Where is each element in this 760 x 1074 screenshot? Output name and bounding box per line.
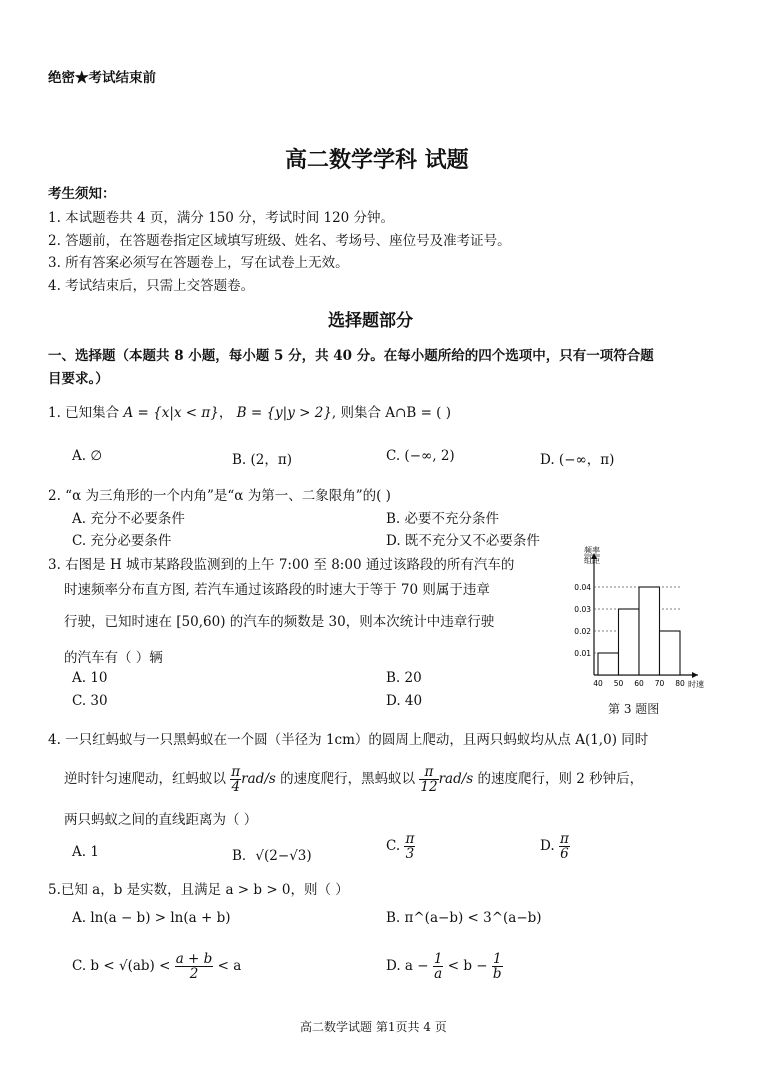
q4-text: 逆时针匀速爬动，红蚂蚁以	[64, 771, 226, 788]
y-axis-label: 组距	[584, 556, 600, 565]
fraction-numerator: π	[559, 831, 569, 847]
notice-item: 1. 本试题卷共 4 页，满分 150 分，考试时间 120 分钟。	[48, 210, 395, 226]
question-3-line: 的汽车有（ ）辆	[64, 650, 163, 666]
notice-item: 3. 所有答案必须写在答题卷上，写在试卷上无效。	[48, 255, 349, 271]
notice-heading: 考生须知：	[48, 186, 116, 202]
q1-set-a: A = {x|x < π}	[123, 405, 219, 421]
q2-option-d: D. 既不充分又不必要条件	[386, 533, 540, 549]
q5-option-b: B. π^(a−b) < 3^(a−b)	[386, 910, 542, 926]
q4-text: 的速度爬行，则 2 秒钟后，	[477, 771, 644, 788]
section-title: 选择题部分	[328, 311, 413, 331]
x-axis-arrow	[692, 672, 698, 678]
option-label: D.	[540, 838, 555, 855]
q1-suffix: , 则集合 A∩B = ( )	[331, 405, 451, 421]
q4-option-a: A. 1	[72, 844, 99, 860]
x-axis-label: 时速	[688, 680, 704, 689]
q5-option-c-pre: C. b < √(ab) <	[72, 958, 171, 975]
question-4-line: 4. 一只红蚂蚁与一只黑蚂蚁在一个圆（半径为 1cm）的圆周上爬动，且两只蚂蚁均从点 A(1,0) 同时	[48, 732, 649, 748]
x-tick-label: 70	[654, 679, 665, 688]
histogram-bar	[619, 609, 640, 675]
y-tick-label: 0.03	[574, 605, 591, 614]
q4-option-c	[386, 832, 415, 861]
q4-black-speed-fraction	[419, 765, 438, 794]
q5-option-d-pre: D. a −	[386, 958, 429, 975]
q3-option-c: C. 30	[72, 693, 108, 709]
y-axis-label: 频率	[584, 546, 600, 555]
y-tick-label: 0.01	[574, 649, 591, 658]
fraction-numerator: π	[231, 764, 241, 780]
q5-option-a: A. ln(a − b) > ln(a + b)	[72, 910, 231, 926]
q5-option-d	[386, 952, 503, 981]
q4-unit: rad/s	[241, 771, 276, 788]
q1-option-b: B. (2，π)	[232, 452, 292, 468]
q3-option-a: A. 10	[72, 670, 108, 686]
histogram-svg	[560, 545, 705, 693]
question-4-line	[64, 765, 643, 794]
question-3-line: 3. 右图是 H 城市某路段监测到的上午 7:00 至 8:00 通过该路段的所有汽车的	[48, 557, 515, 573]
q3-option-d: D. 40	[386, 693, 423, 709]
secret-mark: 绝密★考试结束前	[48, 70, 156, 86]
q1-option-a: A. ∅	[72, 448, 103, 464]
question-2-stem: 2. “α 为三角形的一个内角”是“α 为第一、二象限角”的( )	[48, 488, 391, 504]
q1-option-c: C. (−∞, 2)	[386, 448, 455, 464]
part1-instruction: 一、选择题（本题共 8 小题，每小题 5 分，共 40 分。在每小题所给的四个选项中，只有一项符合题	[48, 348, 654, 364]
y-tick-label: 0.02	[574, 627, 591, 636]
fraction-numerator: 1	[492, 951, 502, 967]
x-tick-label: 80	[675, 679, 685, 688]
q4-option-d-fraction	[559, 832, 570, 861]
x-tick-label: 50	[613, 679, 624, 688]
page-title: 高二数学学科 试题	[285, 147, 469, 173]
q5-option-d-fraction-1	[433, 952, 444, 981]
histogram-bar	[598, 653, 619, 675]
histogram-chart	[560, 545, 705, 693]
fraction-denominator: 4	[231, 779, 241, 796]
option-label: C.	[386, 838, 401, 855]
fraction-numerator: 1	[433, 951, 443, 967]
fraction-denominator: b	[492, 966, 502, 983]
q5-option-d-mid: < b −	[447, 958, 488, 975]
q4-option-c-fraction	[404, 832, 415, 861]
question-3-line: 时速频率分布直方图, 若汽车通过该路段的时速大于等于 70 则属于违章	[64, 582, 490, 598]
q5-option-c-fraction	[175, 952, 214, 981]
q4-red-speed-fraction	[230, 765, 241, 794]
page-footer: 高二数学试题 第1页共 4 页	[300, 1020, 447, 1034]
q5-option-d-fraction-2	[492, 952, 503, 981]
q1-set-b: B = {y|y > 2}	[236, 405, 332, 421]
question-4-line: 两只蚂蚁之间的直线距离为（ ）	[64, 812, 258, 828]
histogram-bar	[660, 631, 681, 675]
fraction-denominator: 6	[560, 846, 569, 863]
q4-text: 的速度爬行，黑蚂蚁以	[280, 771, 416, 788]
fraction-numerator: π	[419, 765, 438, 780]
notice-item: 4. 考试结束后，只需上交答题卷。	[48, 278, 255, 294]
part1-instruction-cont: 目要求。）	[48, 371, 109, 387]
q2-option-a: A. 充分不必要条件	[72, 511, 185, 527]
q1-sep: ，	[218, 405, 233, 421]
q5-option-c	[72, 952, 241, 981]
fraction-denominator: 12	[420, 779, 438, 796]
y-tick-label: 0.04	[574, 583, 591, 592]
q4-option-d	[540, 832, 570, 861]
q1-prefix: 1. 已知集合	[48, 405, 120, 421]
q2-option-b: B. 必要不充分条件	[386, 511, 500, 527]
q4-option-b: B．√(2−√3)	[232, 848, 312, 864]
fraction-denominator: 3	[405, 846, 415, 863]
x-tick-label: 60	[634, 679, 644, 688]
q1-option-d: D. (−∞，π)	[540, 452, 615, 468]
q2-option-c: C. 充分必要条件	[72, 533, 172, 549]
q3-figure-caption: 第 3 题图	[608, 702, 660, 716]
histogram-bar	[639, 587, 660, 675]
question-1-stem	[48, 401, 451, 421]
x-tick-label: 40	[593, 679, 603, 688]
q5-option-c-post: < a	[217, 958, 242, 975]
fraction-denominator: a	[434, 966, 443, 983]
q4-unit: rad/s	[438, 771, 474, 788]
fraction-numerator: π	[405, 831, 415, 847]
question-5-stem: 5.已知 a，b 是实数，且满足 a > b > 0，则（ ）	[48, 882, 349, 898]
fraction-denominator: 2	[189, 966, 199, 983]
fraction-numerator: a + b	[175, 951, 213, 967]
question-3-line: 行驶，已知时速在 [50,60) 的汽车的频数是 30，则本次统计中违章行驶	[64, 614, 495, 630]
notice-item: 2. 答题前，在答题卷指定区域填写班级、姓名、考场号、座位号及准考证号。	[48, 233, 511, 249]
q3-option-b: B. 20	[386, 670, 422, 686]
